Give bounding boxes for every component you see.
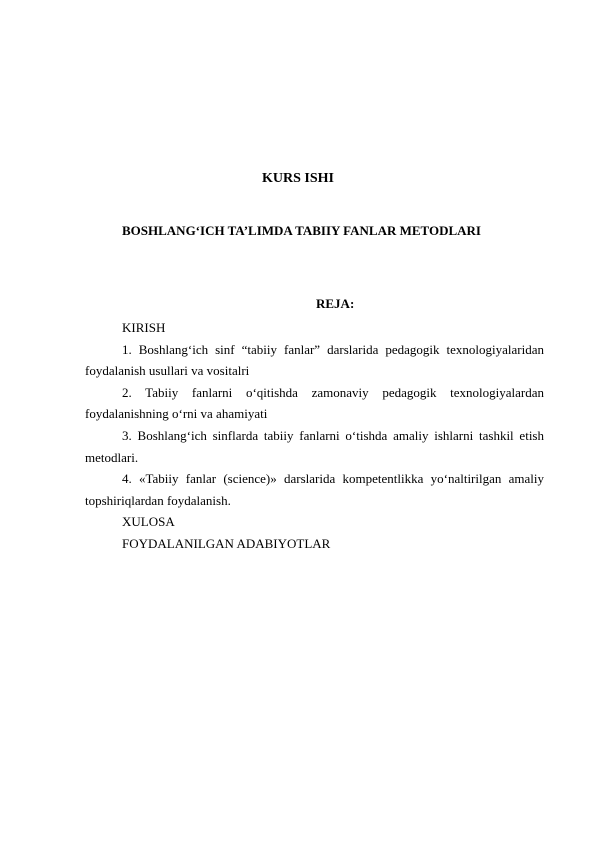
- table-of-contents: [85, 317, 544, 555]
- plan-heading: REJA:: [316, 296, 355, 311]
- toc-item-1-line2: foydalanish usullari va vositalri: [85, 363, 250, 379]
- toc-item-4-line2: topshiriqlardan foydalanish.: [85, 492, 231, 508]
- toc-item-references: FOYDALANILGAN ADABIYOTLAR: [122, 535, 331, 551]
- document-title: KURS ISHI: [262, 171, 334, 186]
- toc-item-3-line2: metodlari.: [85, 449, 139, 465]
- toc-item-2-line2: foydalanishning o‘rni va ahamiyati: [85, 406, 268, 422]
- toc-item-4-line1: 4. «Tabiiy fanlar (science)» darslarida kompetentlikka yo‘naltirilgan amaliy: [122, 471, 544, 487]
- toc-item-introduction: KIRISH: [122, 320, 166, 335]
- toc-item-conclusion: XULOSA: [122, 514, 175, 530]
- document-subtitle: BOSHLANG‘ICH TA’LIMDA TABIIY FANLAR METODLARI: [122, 223, 481, 238]
- toc-item-2-line1: 2. Tabiiy fanlarni o‘qitishda zamonaviy pedagogik texnologiyalardan: [122, 384, 544, 400]
- toc-item-1-line1: 1. Boshlang‘ich sinf “tabiiy fanlar” darslarida pedagogik texnologiyalaridan: [122, 341, 544, 357]
- toc-item-3-line1: 3. Boshlang‘ich sinflarda tabiiy fanlarni o‘tishda amaliy ishlarni tashkil etish: [122, 427, 544, 443]
